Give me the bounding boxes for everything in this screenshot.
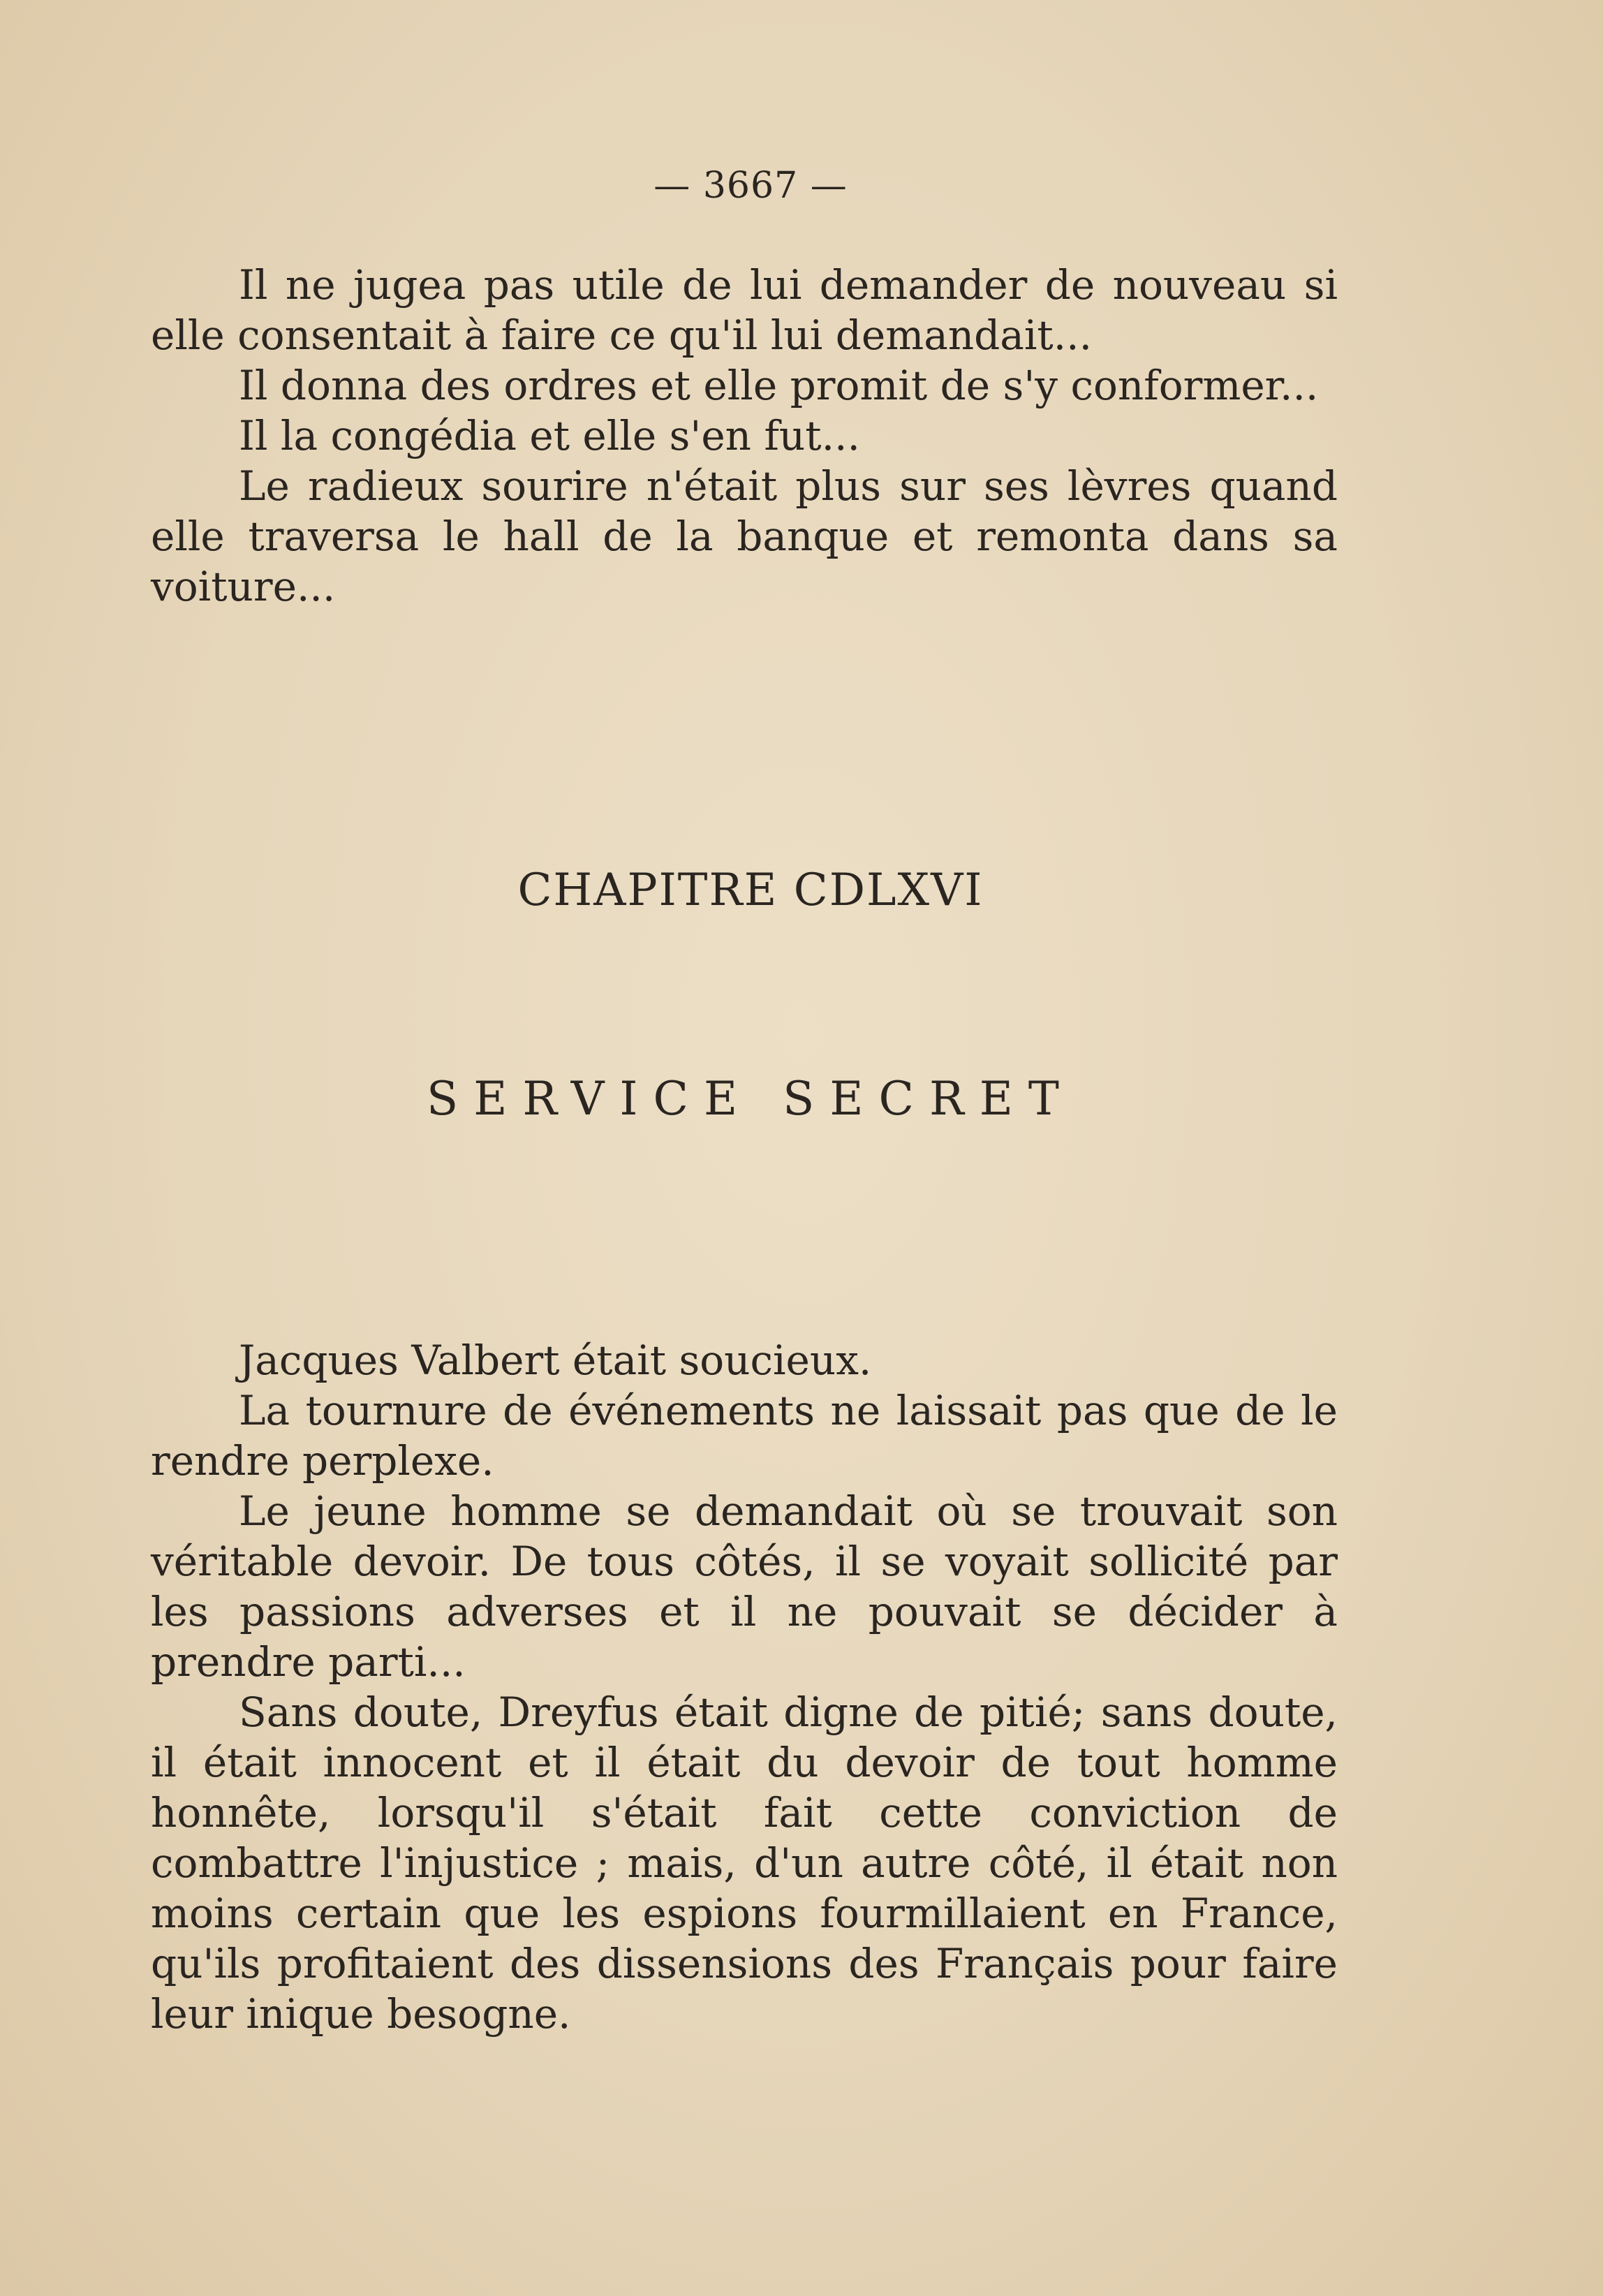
top-text-block (151, 260, 1338, 612)
paragraph: Le jeune homme se demandait où se trouvait son véritable devoir. De tous côtés, il se voyait sollicité par les passions adverses et il ne pouvait se décider à prendre parti... (151, 1487, 1338, 1686)
paragraph: Sans doute, Dreyfus était digne de pitié; sans doute, il était innocent et il était du devoir de tout homme honnête, lorsqu'il s'était fait cette conviction de combattre l'injustice ; mais, d'un autre côté, il était non moins certain que les espions fourmillaient en France, qu'ils profitaient des dissensions des Français pour faire leur inique besogne. (151, 1688, 1338, 2038)
chapter-title: CHAPITRE CDLXVI (517, 864, 984, 916)
paragraph: Il la congédia et elle s'en fut... (239, 412, 860, 459)
paragraph: Il donna des ordres et elle promit de s'y conformer... (239, 362, 1319, 409)
paragraph: La tournure de événements ne laissait pas que de le rendre perplexe. (151, 1387, 1338, 1485)
paragraph: Le radieux sourire n'était plus sur ses lèvres quand elle traversa le hall de la banque et remonta dans sa voiture... (151, 462, 1338, 610)
paragraph: Jacques Valbert était soucieux. (239, 1337, 872, 1384)
page-number: — 3667 — (653, 165, 848, 207)
bottom-text-block (151, 1335, 1338, 2039)
chapter-subtitle: SERVICE SECRET (427, 1072, 1074, 1126)
paragraph: Il ne jugea pas utile de lui demander de nouveau si elle consentait à faire ce qu'il lui demandait... (151, 261, 1338, 359)
